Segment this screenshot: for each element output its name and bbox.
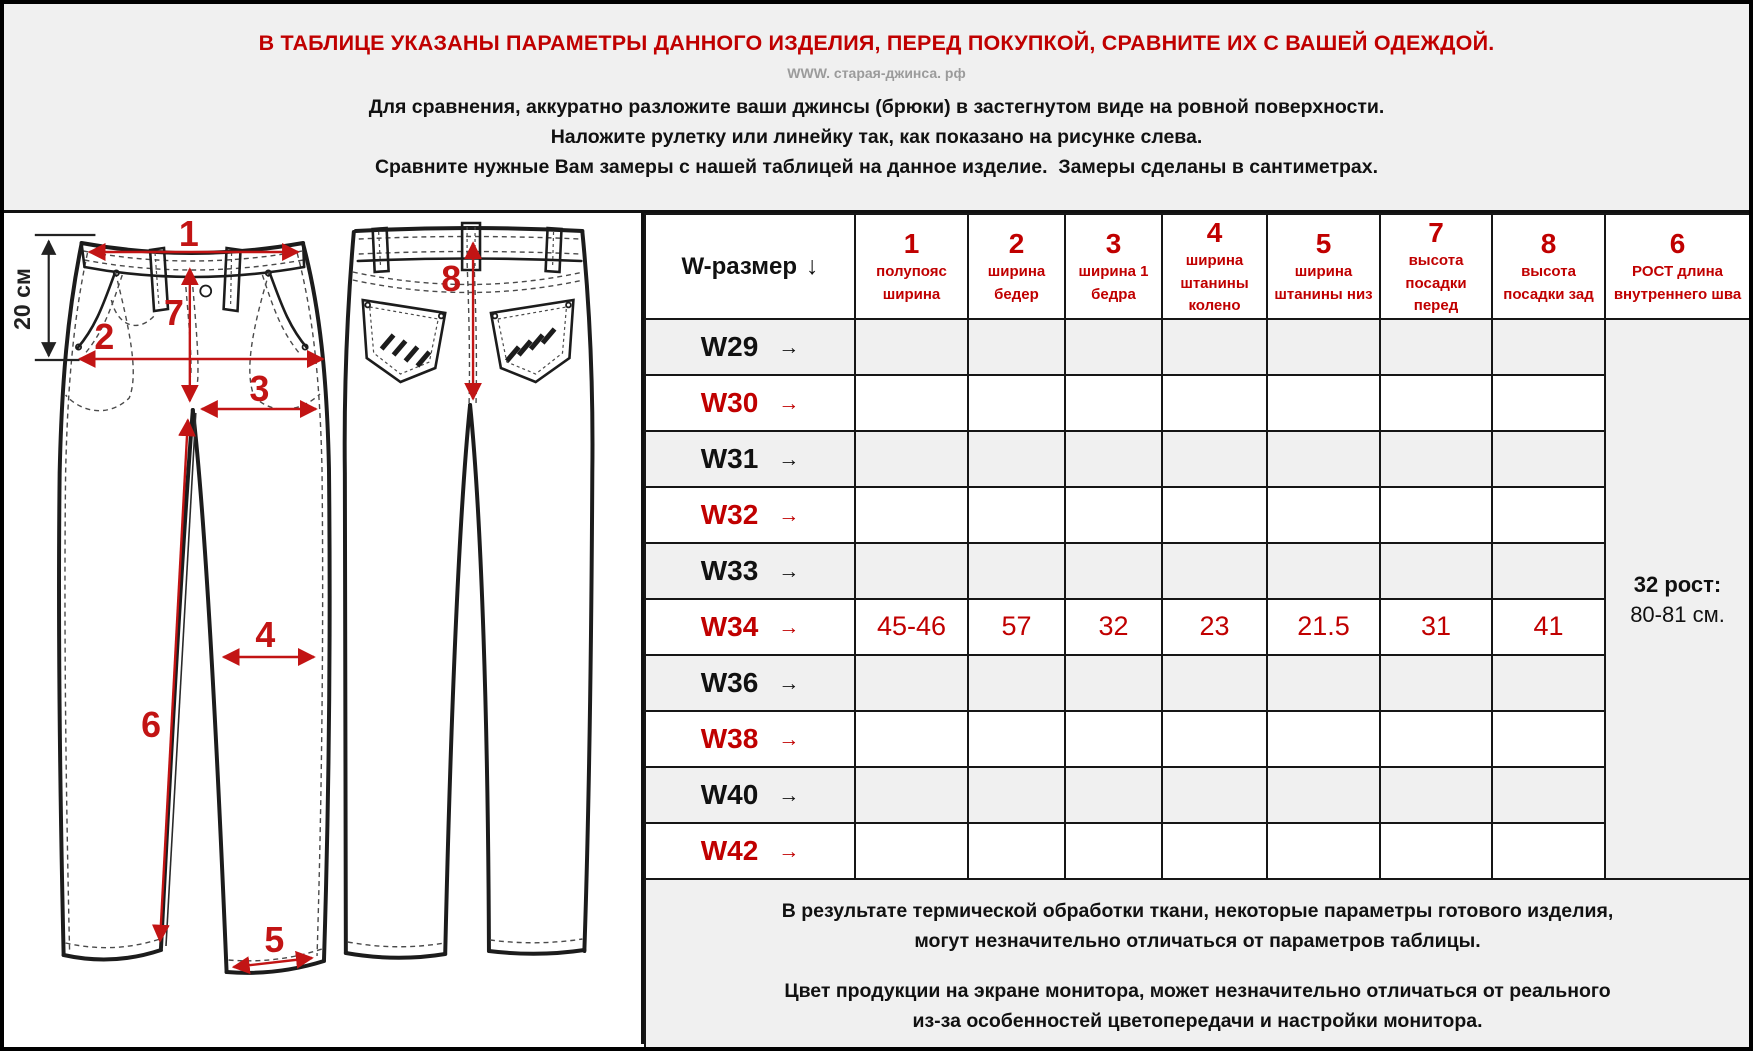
size-row-W30: [645, 375, 1750, 431]
column-number: 5: [1315, 228, 1332, 260]
value-cell: [1267, 487, 1380, 543]
value-cell: 45-46: [855, 599, 968, 655]
size-label-cell: [645, 319, 855, 375]
value-cell: [855, 543, 968, 599]
size-label-cell: [645, 375, 855, 431]
content-area: [4, 213, 1749, 1044]
size-label-cell: [645, 431, 855, 487]
size-label-cell: [645, 823, 855, 879]
instruction-line-1: Для сравнения, аккуратно разложите ваши джинсы (брюки) в застегнутом виде на ровной поверхности.: [368, 96, 1385, 118]
size-row-W32: [645, 487, 1750, 543]
value-cell: [1065, 431, 1162, 487]
value-cell: [1267, 823, 1380, 879]
measure-label-6: 6: [141, 704, 162, 746]
value-cell: [968, 823, 1065, 879]
value-cell: 32: [1065, 599, 1162, 655]
column-header-3: [1065, 214, 1162, 319]
column-header-5: [1267, 214, 1380, 319]
ruler-20cm-label: 20 см: [8, 268, 35, 330]
size-label-cell: [645, 655, 855, 711]
instruction-line-3: Сравните нужные Вам замеры с нашей таблицей на данное изделие. Замеры сделаны в сантиметрах.: [374, 156, 1379, 178]
size-label-cell: [645, 767, 855, 823]
value-cell: [1380, 767, 1492, 823]
column-header-8: [1492, 214, 1605, 319]
column-number: 6: [1669, 228, 1686, 260]
value-cell: [1380, 431, 1492, 487]
size-label-cell: [645, 711, 855, 767]
value-cell: 41: [1492, 599, 1605, 655]
value-cell: 57: [968, 599, 1065, 655]
instruction-line-2: Наложите рулетку или линейку так, как показано на рисунке слева.: [550, 126, 1203, 148]
value-cell: [1267, 375, 1380, 431]
measure-label-5: 5: [264, 919, 285, 961]
value-cell: [968, 767, 1065, 823]
right-arrow-icon: →: [778, 839, 800, 863]
jeans-measurement-diagram: [4, 213, 641, 1044]
value-cell: [968, 375, 1065, 431]
size-column-header: [645, 214, 855, 319]
value-cell: [1380, 823, 1492, 879]
value-cell: [1492, 823, 1605, 879]
value-cell: [1267, 431, 1380, 487]
value-cell: [855, 431, 968, 487]
measure-label-2: 2: [94, 316, 115, 358]
size-label-cell: [645, 543, 855, 599]
value-cell: [968, 543, 1065, 599]
size-label: W42: [700, 834, 759, 866]
value-cell: [1492, 431, 1605, 487]
value-cell: [855, 319, 968, 375]
column-label: ширина штанины колено: [1180, 252, 1249, 314]
size-table-wrap: [641, 213, 1749, 1044]
value-cell: [1267, 711, 1380, 767]
size-label-cell: [645, 487, 855, 543]
value-cell: [1065, 487, 1162, 543]
value-cell: [855, 375, 968, 431]
column-number: 4: [1206, 217, 1223, 248]
arrow-6-inseam: [160, 420, 188, 941]
measure-label-8: 8: [441, 258, 462, 300]
value-cell: [1065, 543, 1162, 599]
column-label: ширина штанины низ: [1274, 263, 1373, 303]
size-label: W30: [700, 386, 759, 418]
value-cell: [1162, 375, 1267, 431]
size-label: W31: [700, 442, 759, 474]
footer-note-row: [645, 879, 1750, 1051]
website-label: WWW. старая-джинса. рф: [787, 65, 966, 81]
size-row-W33: [645, 543, 1750, 599]
right-arrow-icon: →: [778, 447, 800, 471]
footer-note-line: Цвет продукции на экране монитора, может незначительно отличаться от реального: [784, 979, 1611, 1002]
value-cell: [1162, 543, 1267, 599]
value-cell: [1065, 319, 1162, 375]
value-cell: [1380, 319, 1492, 375]
column-number: 3: [1105, 228, 1122, 260]
column-label: ширина бедер: [987, 263, 1046, 303]
value-cell: [1492, 319, 1605, 375]
right-arrow-icon: →: [778, 503, 800, 527]
value-cell: [1162, 487, 1267, 543]
column-number: 8: [1540, 228, 1557, 260]
column-label: РОСТ длина внутреннего шва: [1613, 263, 1742, 303]
right-arrow-icon: →: [778, 671, 800, 695]
right-arrow-icon: →: [778, 615, 800, 639]
size-label: W29: [700, 330, 759, 362]
value-cell: [1162, 655, 1267, 711]
size-label-cell: [645, 599, 855, 655]
value-cell: [855, 655, 968, 711]
footer-note: [646, 976, 1749, 1036]
size-row-W36: [645, 655, 1750, 711]
size-header-label: W-размер: [681, 252, 798, 280]
footer-note: [646, 896, 1749, 956]
column-header-1: [855, 214, 968, 319]
value-cell: [1065, 711, 1162, 767]
right-arrow-icon: →: [778, 559, 800, 583]
value-cell: [1492, 767, 1605, 823]
value-cell: [1065, 767, 1162, 823]
right-arrow-icon: →: [778, 727, 800, 751]
height-note-cell: [1605, 319, 1750, 879]
size-label: W36: [700, 666, 759, 698]
right-arrow-icon: →: [778, 783, 800, 807]
height-note-value: 80-81 см.: [1630, 601, 1725, 627]
value-cell: [855, 711, 968, 767]
value-cell: [1162, 431, 1267, 487]
value-cell: [855, 767, 968, 823]
column-label: высота посадки зад: [1503, 263, 1594, 303]
column-label: ширина 1 бедра: [1078, 263, 1149, 303]
value-cell: [1492, 655, 1605, 711]
size-label: W33: [700, 554, 759, 586]
measure-label-7: 7: [163, 292, 184, 334]
value-cell: [1065, 823, 1162, 879]
value-cell: [968, 487, 1065, 543]
value-cell: [1380, 711, 1492, 767]
value-cell: [1380, 487, 1492, 543]
size-row-W40: [645, 767, 1750, 823]
right-arrow-icon: →: [778, 335, 800, 359]
right-arrow-icon: →: [778, 391, 800, 415]
footer-note-line: В результате термической обработки ткани, некоторые параметры готового изделия,: [781, 899, 1614, 922]
value-cell: [968, 655, 1065, 711]
down-arrow-icon: ↓: [806, 251, 819, 280]
column-header-2: [968, 214, 1065, 319]
value-cell: [968, 319, 1065, 375]
value-cell: [855, 487, 968, 543]
value-cell: [1492, 375, 1605, 431]
value-cell: [1065, 375, 1162, 431]
size-table: [644, 213, 1751, 1051]
value-cell: [1380, 543, 1492, 599]
size-row-W29: [645, 319, 1750, 375]
size-label: W34: [700, 610, 759, 642]
size-label: W38: [700, 722, 759, 754]
column-label: высота посадки перед: [1405, 252, 1467, 314]
table-header-row: [645, 214, 1750, 319]
size-label: W32: [700, 498, 759, 530]
value-cell: [1380, 375, 1492, 431]
column-header-4: [1162, 214, 1267, 319]
value-cell: [855, 823, 968, 879]
header-band: [4, 4, 1749, 213]
column-header-7: [1380, 214, 1492, 319]
column-label: полупояс ширина: [876, 263, 947, 303]
measure-label-3: 3: [249, 368, 270, 410]
column-number: 2: [1008, 228, 1025, 260]
value-cell: 21.5: [1267, 599, 1380, 655]
measure-label-4: 4: [255, 614, 276, 656]
value-cell: [1162, 767, 1267, 823]
page-title: В ТАБЛИЦЕ УКАЗАНЫ ПАРАМЕТРЫ ДАННОГО ИЗДЕЛИЯ, ПЕРЕД ПОКУПКОЙ, СРАВНИТЕ ИХ С ВАШЕЙ ОДЕЖДОЙ.: [258, 31, 1495, 55]
footer-note-line: могут незначительно отличаться от параметров таблицы.: [914, 929, 1481, 952]
footer-note-cell: [645, 879, 1750, 1051]
value-cell: [1162, 711, 1267, 767]
value-cell: [1162, 823, 1267, 879]
value-cell: 23: [1162, 599, 1267, 655]
value-cell: [1492, 543, 1605, 599]
value-cell: [1267, 655, 1380, 711]
footer-note-line: из-за особенностей цветопередачи и настройки монитора.: [912, 1009, 1483, 1032]
size-row-W38: [645, 711, 1750, 767]
value-cell: [1492, 711, 1605, 767]
value-cell: [1492, 487, 1605, 543]
value-cell: [1267, 767, 1380, 823]
value-cell: [1267, 319, 1380, 375]
value-cell: [968, 431, 1065, 487]
size-label: W40: [700, 778, 759, 810]
value-cell: [1380, 655, 1492, 711]
value-cell: [968, 711, 1065, 767]
measure-label-1: 1: [178, 213, 199, 255]
value-cell: [1162, 319, 1267, 375]
size-row-W42: [645, 823, 1750, 879]
column-number: 1: [903, 228, 920, 260]
value-cell: 31: [1380, 599, 1492, 655]
jeans-diagram-svg: [4, 213, 641, 1044]
column-number: 7: [1428, 217, 1444, 248]
size-row-W31: [645, 431, 1750, 487]
column-header-6: [1605, 214, 1750, 319]
value-cell: [1267, 543, 1380, 599]
size-row-W34: [645, 599, 1750, 655]
height-note-bold: 32 рост:: [1633, 571, 1722, 597]
jeans-back-view: [345, 223, 593, 958]
value-cell: [1065, 655, 1162, 711]
